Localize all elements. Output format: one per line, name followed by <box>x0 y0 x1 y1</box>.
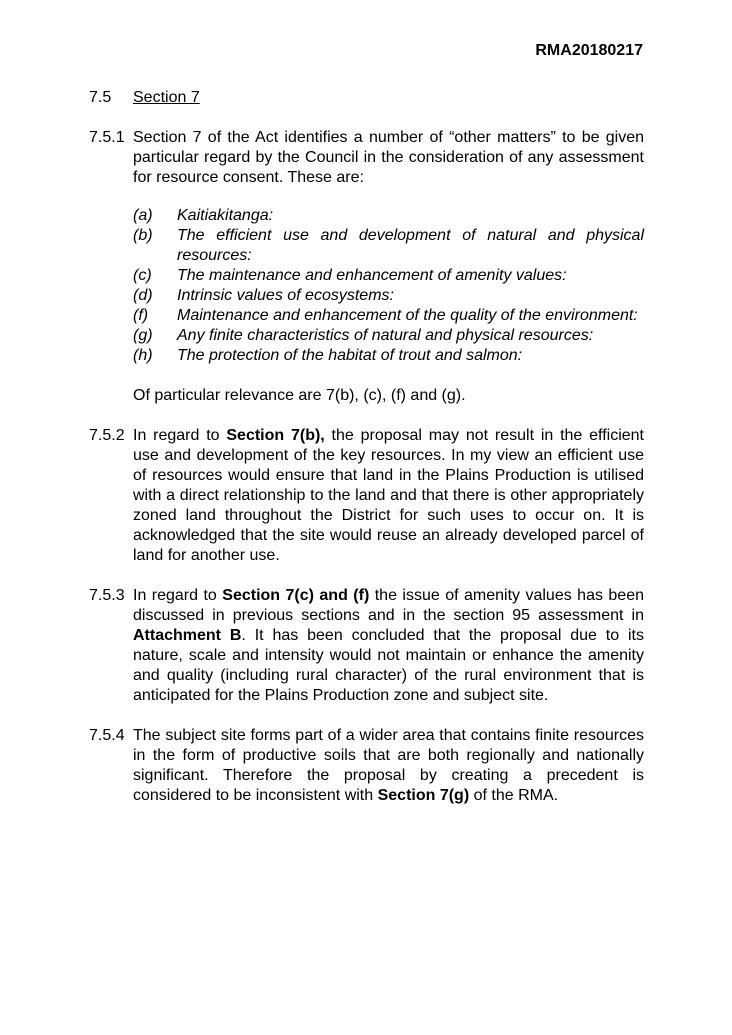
paragraph-text: Section 7 of the Act identifies a number of “other matters” to be given particular regard by the Council in the consideration of any assessment for resource consent. These are: <box>133 129 644 186</box>
relevance-note: Of particular relevance are 7(b), (c), (f) and (g). <box>133 387 466 404</box>
list-item: (a) Kaitiakitanga: <box>133 207 274 224</box>
paragraph-number: 7.5.3 <box>89 587 125 604</box>
paragraph-text: The subject site forms part of a wider area that contains finite resources in the form of productive soils that are both regionally and nationally significant. Therefore the proposal by creating a precedent is considered to be inconsistent with Section 7(g) of the RMA. <box>133 727 644 804</box>
paragraph-7-5-1 <box>89 128 644 406</box>
paragraph-number: 7.5.2 <box>89 427 125 444</box>
section-reference: Section 7(g) <box>377 787 470 804</box>
attachment-reference: Attachment B <box>133 627 242 644</box>
paragraph-7-5-3 <box>89 586 644 706</box>
paragraph-7-5-4 <box>89 726 644 806</box>
section-heading <box>89 88 644 108</box>
matters-list <box>133 206 644 366</box>
section-reference: Section 7(c) and (f) <box>222 587 370 604</box>
section-7-5 <box>89 88 644 806</box>
list-item: (d) Intrinsic values of ecosystems: <box>133 287 394 304</box>
list-item: (c) The maintenance and enhancement of amenity values: <box>133 267 567 284</box>
paragraph-text: In regard to Section 7(b), the proposal may not result in the efficient use and development of the key resources. In my view an efficient use of resources would ensure that land in the Plains Production is utilised with a direct relationship to the land and that there is other appropriately zoned land throughout the District for such uses to occur on. It is acknowledged that the site would reuse an already developed parcel of land for another use. <box>133 427 644 564</box>
list-item: (b) The efficient use and development of natural and physical resources: <box>133 227 644 264</box>
list-item: (g) Any finite characteristics of natural and physical resources: <box>133 327 594 344</box>
paragraph-number: 7.5.4 <box>89 727 125 744</box>
section-title: Section 7 <box>133 89 200 106</box>
paragraph-number: 7.5.1 <box>89 129 125 146</box>
paragraph-7-5-2 <box>89 426 644 566</box>
paragraph-text: In regard to Section 7(c) and (f) the issue of amenity values has been discussed in previous sections and in the section 95 assessment in Attachment B. It has been concluded that the proposal due to its nature, scale and intensity would not maintain or enhance the amenity and quality (including rural character) of the rural environment that is anticipated for the Plains Production zone and subject site. <box>133 587 645 704</box>
section-reference: Section 7(b), <box>226 427 325 444</box>
document-reference: RMA20180217 <box>535 42 643 59</box>
list-item: (f) Maintenance and enhancement of the quality of the environment: <box>133 307 638 324</box>
section-number: 7.5 <box>89 89 112 106</box>
list-item: (h) The protection of the habitat of trout and salmon: <box>133 347 523 364</box>
